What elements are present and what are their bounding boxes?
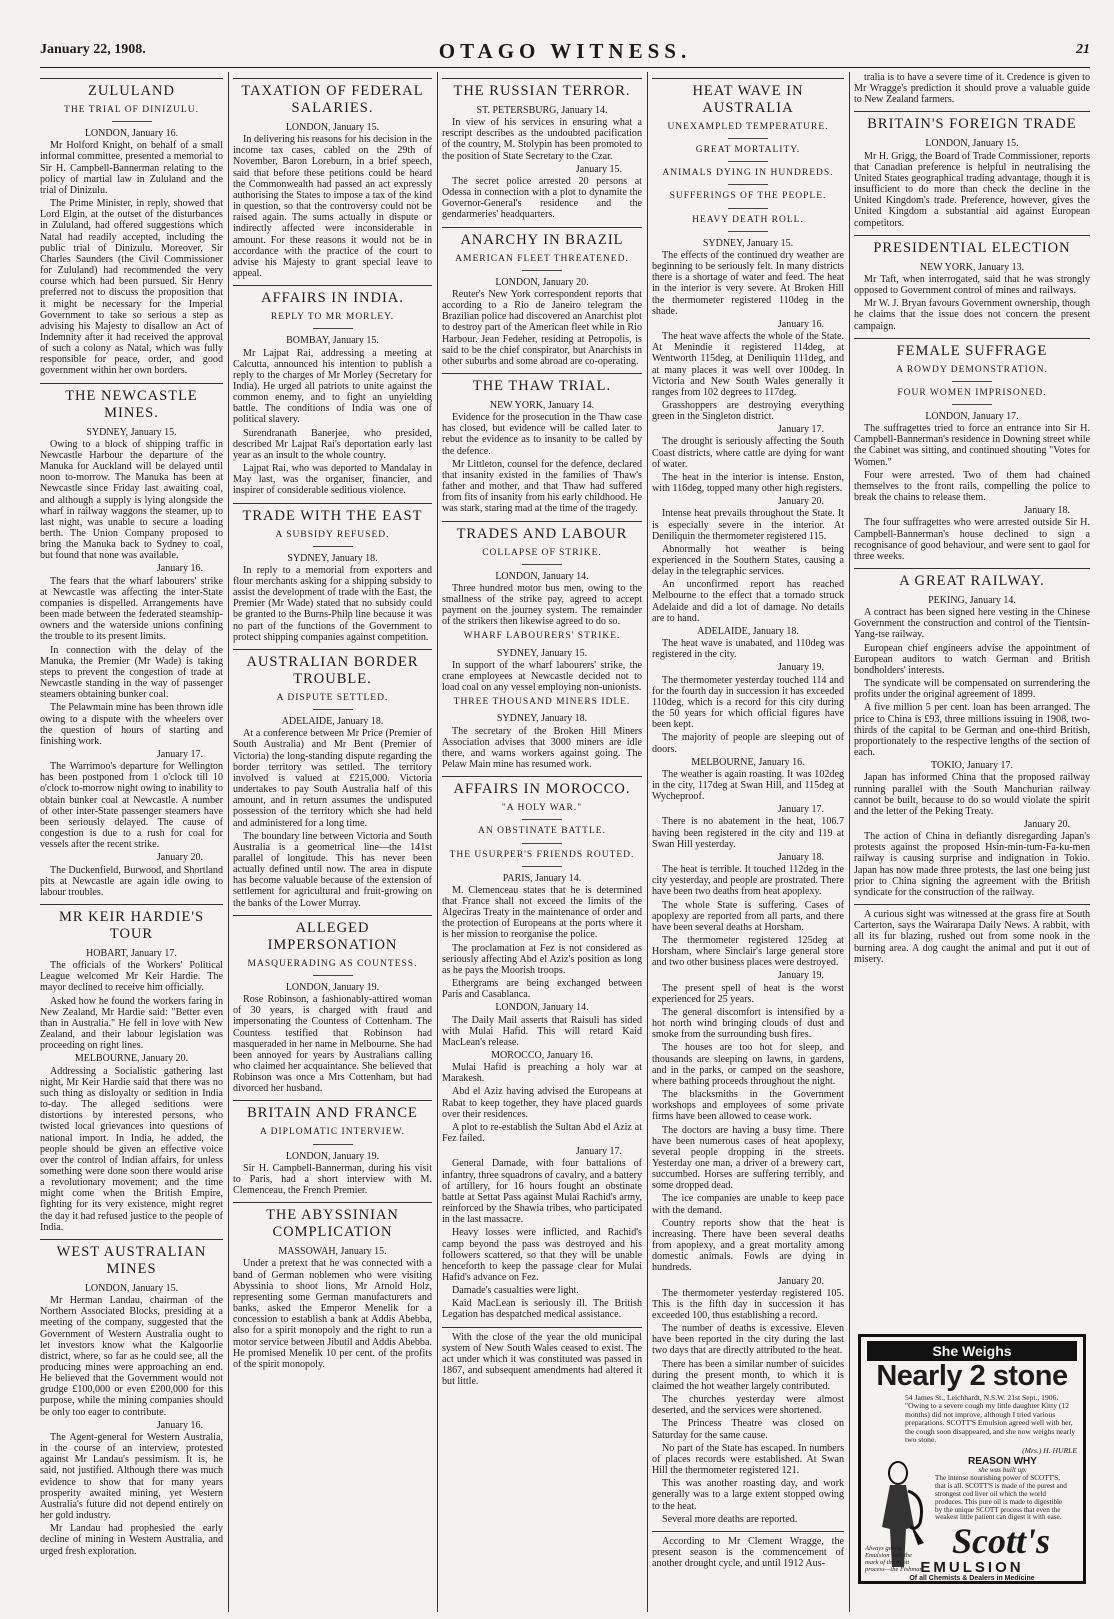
article: [854, 235, 1090, 332]
paragraph: General Damade, with four battalions of infantry, three squadrons of cavalry, and a battery of artillery, for 16 hours fought an obstinate battle at Settat Pass against Mulai Rachid's army, reinforced by the Shawia tribes, who participated in the last massacre.: [442, 1158, 642, 1226]
subheading-rule: [112, 121, 152, 122]
paragraph: In reply to a memorial from exporters and flour merchants asking for a shipping subsidy to assist the development of trade with the East, the Premier (Mr Wade) stated that no subsidy could be granted to the Burns-Philp line because it was no part of the functions of the Government to protect shipping companies against competition.: [233, 564, 432, 643]
paragraph: The heat wave affects the whole of the State. At Menindie it registered 114deg, at Wentworth 115deg, at Deniliquin 111deg, and at many places it was well over 100deg. In Victoria and New South Wales generally it ranges from 102 degrees to 117deg.: [652, 331, 844, 398]
paragraph: At a conference between Mr Price (Premier of South Australia) and Mr Bent (Premier of Victoria) the long-standing dispute regarding the border territory was settled. The territory involved is valued at £215,000. Victoria undertakes to pay South Australia half of this amount, and in return assumes the undisputed possession of the territory which she had held and administered for a long time.: [233, 728, 432, 829]
dateline: LONDON, January 17.: [925, 410, 1019, 422]
subheading-rule: [522, 843, 562, 844]
paragraph: The Prime Minister, in reply, showed that Lord Elgin, at the outset of the disturbances in Zululand, had offered suggestions which Natal had readily accepted, including the public trial of Dinizulu. Moreover, Sir Charles Saunders (the Civil Commissioner for Zululand) had recommended the very course which had been pursued. Sir Henry preferred not to discuss the proposition that it might be necessary for the Imperial Government to take so serious a step as advising his Majesty to disallow an Act of Indemnity after it had received the approval of such a colony as Natal, which was fully responsible for peace, order, and good government within her own borders.: [40, 198, 223, 377]
paragraph: The officials of the Workers' Political League welcomed Mr Keir Hardie. The mayor declined to receive him officially.: [40, 960, 223, 994]
column-3: [442, 72, 642, 1612]
paragraph: The whole State is suffering. Cases of apoplexy are reported from all parts, and there have been several deaths at Horsham.: [652, 899, 844, 933]
paragraph: Four were arrested. Two of them had chained themselves to the front rails, compelling the police to break the chains to release them.: [854, 469, 1090, 504]
paragraph: Under a pretext that he was connected with a band of German noblemen who were visiting Abyssinia to shoot lions, Mr Arnold Holz, representing some German manufacturers and banks, asked the Emperor Menelik for a concession to establish a bank at Addis Abebba, also for a spirit monopoly and the right to run a motor service between Jibutil and Addis Abebba. He promised Menelik 10 per cent. of the profits of the spirit monopoly.: [233, 1258, 432, 1370]
article: [854, 111, 1090, 228]
subheading-rule: [313, 546, 353, 547]
article-headline: ANARCHY IN BRAZIL: [460, 231, 624, 248]
paragraph: The present spell of heat is the worst experienced for 25 years.: [652, 982, 844, 1005]
paragraph: The Duckenfield, Burwood, and Shortland pits at Newcastle are again idle owing to labour troubles.: [40, 864, 223, 898]
subheading-rule: [522, 564, 562, 565]
article-rule: [233, 915, 432, 916]
separator-rule: [652, 1531, 844, 1532]
paragraph: The heat wave is unabated, and 110deg was registered in the city.: [652, 638, 844, 661]
dateline-short: January 18.: [777, 851, 824, 863]
article-headline: PRESIDENTIAL ELECTION: [873, 239, 1071, 256]
article-headline: AUSTRALIAN BORDER TROUBLE.: [246, 653, 419, 687]
article-headline: HEAT WAVE IN AUSTRALIA: [692, 83, 804, 116]
article-headline: TAXATION OF FEDERAL SALARIES.: [241, 83, 424, 116]
paragraph: The thermometer yesterday registered 105. This is the fifth day in succession it has exceeded 100, thus establishing a record.: [652, 1287, 844, 1321]
article-rule: [40, 383, 223, 384]
article-rule: [233, 1100, 432, 1101]
separator-rule: [442, 1327, 642, 1328]
subheading-rule: [728, 208, 768, 209]
paragraph: The churches yesterday were almost deserted, and the services were shortened.: [652, 1394, 844, 1417]
paragraph: Mr Lajpat Rai, addressing a meeting at Calcutta, announced his intention to publish a reply to the charges of Mr Morley (Secretary for India). He urged all patriots to unite against the common enemy, and to fight an unyielding battle. The conditions of India was one of political slavery.: [233, 347, 432, 426]
dateline: PEKING, January 14.: [928, 595, 1016, 606]
dateline-short: January 20.: [156, 852, 203, 864]
paragraph: The number of deaths is excessive. Eleven have been reported in the city during the last two days that are directly attributed to the heat.: [652, 1323, 844, 1357]
paragraph: The weather is again roasting. It was 102deg in the city, 117deg at Swan Hill, and 115deg at Wycheproof.: [652, 768, 844, 803]
article-subheading: A DIPLOMATIC INTERVIEW.: [259, 1127, 406, 1138]
article: [233, 285, 432, 496]
paragraph: This was another roasting day, and work generally was to a large extent stopped owing to the heat.: [652, 1478, 844, 1512]
paragraph: There is no abatement in the heat, 106.7 having been registered in the city and 119 at Swan Hill yesterday.: [652, 816, 844, 850]
paragraph: Mr W. J. Bryan favours Government ownership, though he claims that the issue does not concern the present campaign.: [854, 298, 1090, 332]
column-1: [40, 72, 223, 1612]
paragraph: Owing to a block of shipping traffic in Newcastle Harbour the departure of the Manuka for Auckland will be delayed until noon to-morrow. The Manuka has been at Newcastle since Friday last awaiting coal, and although a supply is lying alongside the wharf in railway waggons the steamer, up to last night, was unable to secure a loading berth. The Union Company proposed to bring the Manuka back to Sydney to coal, but found that none was available.: [40, 438, 223, 562]
dateline-short: January 17.: [777, 424, 824, 436]
dateline: SYDNEY, January 18.: [287, 552, 378, 564]
paragraph: Rose Robinson, a fashionably-attired woman of 30 years, is charged with fraud and impersonating the Countess of Cottenham. The Countess testified that Robinson had masqueraded in her name in Melbourne. She had been annoyed for years by Australians calling who claimed her acquaintance. She believed that Robinson was once a Mrs Cottenham, but had divorced her husband.: [233, 994, 432, 1095]
paragraph: The Agent-general for Western Australia, in the course of an interview, protested against Mr Landau's pessimism. It is, he said, not justified. Although there was much evidence to show that for many years prosperity awaited mining, yet Western Australia's future did not depend entirely on her gold industry.: [40, 1431, 223, 1522]
article: [442, 521, 642, 771]
article: [652, 78, 844, 1569]
dateline: LONDON, January 19.: [285, 981, 380, 993]
dateline: SYDNEY, January 15.: [86, 426, 177, 438]
paragraph: Abd el Aziz having advised the Europeans at Rabat to keep together, they have placed guards over their residences.: [442, 1086, 642, 1120]
paragraph: Ethergrams are being exchanged between Paris and Casablanca.: [442, 978, 642, 1001]
column-rule: [228, 72, 229, 1612]
paragraph: The ice companies are unable to keep pace with the demand.: [652, 1193, 844, 1216]
article-subheading: A ROWDY DEMONSTRATION.: [896, 364, 1048, 375]
paragraph: According to Mr Clement Wragge, the present season is the commencement of another drought cycle, and until 1912 Aus-: [652, 1535, 844, 1570]
subheading-rule: [952, 404, 992, 405]
article-headline: THE ABYSSINIAN COMPLICATION: [266, 1207, 399, 1241]
dateline-short: January 20.: [777, 1275, 824, 1287]
article-headline: AFFAIRS IN INDIA.: [261, 290, 404, 307]
dateline: MOROCCO, January 16.: [491, 1050, 593, 1061]
paragraph: The doctors are having a busy time. There have been numerous cases of heat apoplexy, several people dropping in the streets. Yesterday one man, a driver of a brewery cart, succumbed. Horses are suffering terribly, and some dropped dead.: [652, 1124, 844, 1192]
article-headline: BRITAIN'S FOREIGN TRADE: [867, 116, 1077, 133]
section-subheading: THREE THOUSAND MINERS IDLE.: [453, 697, 631, 708]
dateline: NEW YORK, January 13.: [919, 261, 1025, 273]
article-headline: THE RUSSIAN TERROR.: [453, 83, 631, 99]
article-rule: [442, 776, 642, 777]
paragraph: The fears that the wharf labourers' strike at Newcastle was affecting the inter-State companies is dispelled. Arrangements have been made between the federated steamship-owners and the waterside unions confining the trouble to its present limits.: [40, 575, 223, 643]
dateline-short: January 17.: [156, 748, 203, 760]
paragraph: Intense heat prevails throughout the State. It is especially severe in the interior. At Deniliquin the thermometer registered 115.: [652, 508, 844, 542]
subheading-rule: [952, 381, 992, 382]
article-rule: [854, 338, 1090, 339]
dateline-short: January 19.: [777, 970, 824, 982]
paragraph: In view of his services in ensuring what a rescript describes as the undoubted pacification of the country, M. Stolypin has been promoted to the position of State Secretary to the Czar.: [442, 117, 642, 162]
article-subheading: UNEXAMPLED TEMPERATURE.: [667, 122, 829, 132]
dateline: PARIS, January 14.: [502, 872, 582, 884]
separator-rule: [854, 904, 1090, 905]
article-rule: [442, 78, 642, 79]
advert-headline: Nearly 2 stone: [876, 1360, 1068, 1392]
article-rule: [40, 904, 223, 905]
subheading-rule: [728, 138, 768, 139]
article: [40, 1239, 223, 1557]
advert-reason-subheading: she was built up.: [978, 1466, 1027, 1474]
paragraph: Three hundred motor bus men, owing to the smallness of the strike pay, agreed to accept payment on the journey system. The remainder of the strikers then likewise agreed to do so.: [442, 582, 642, 628]
paragraph: The heat is terrible. It touched 112deg in the city yesterday, and people are prostrated. There have been two deaths from heat apoplexy.: [652, 864, 844, 898]
paragraph: The houses are too hot for sleep, and thousands are sleeping on lawns, in gardens, and in the parks, or camped on the seashore, where bathing proceeds throughout the night.: [652, 1042, 844, 1087]
article-subheading: AMERICAN FLEET THREATENED.: [455, 253, 629, 264]
subheading-rule: [728, 231, 768, 232]
paragraph: tralia is to have a severe time of it. Credence is given to Mr Wragge's prediction it should prove a valuable guide to New Zealand farmers.: [854, 72, 1090, 106]
article-subheading: THE TRIAL OF DINIZULU.: [64, 105, 199, 115]
article: [233, 503, 432, 643]
paragraph: The boundary line between Victoria and South Australia is a geometrical line—the 141st parallel of longitude. This has never been actually defined until now. The area in dispute has become valuable because of the extension of settlement for agricultural and fruit-growing on the banks of the Lower Murray.: [233, 830, 432, 909]
paragraph: The four suffragettes who were arrested outside Sir H. Campbell-Bannerman's house declined to sign a recognisance of good behaviour, and were sent to gaol for three weeks.: [854, 517, 1090, 562]
paragraph: Evidence for the prosecution in the Thaw case has closed, but evidence will be called later to rebut the evidence as to insanity to be called by the defence.: [442, 412, 642, 457]
dateline-short: January 16.: [156, 563, 203, 575]
paragraph: Kaid MacLean is seriously ill. The British Legation has despatched medical assistance.: [442, 1298, 642, 1321]
dateline-short: January 16.: [777, 318, 824, 330]
paragraph: The thermometer yesterday touched 114 and for the fourth day in succession it has exceeded 110deg, which is a record for this city during the 50 years for which official figures have been kept.: [652, 674, 844, 731]
advert-signature: (Mrs.) H. HURLE: [1022, 1446, 1077, 1456]
article-rule: [233, 649, 432, 650]
paragraph: The Pelawmain mine has been thrown idle owing to a dispute with the wheelers over the question of hours of starting and finishing work.: [40, 702, 223, 747]
issue-date: January 22, 1908.: [40, 42, 146, 57]
paragraph: Asked how he found the workers faring in New Zealand, Mr Hardie said: "Better even than in Australia." He fell in love with New Zealand, and their labour legislation was proceeding on right lines.: [40, 995, 223, 1052]
dateline: HOBART, January 17.: [86, 948, 177, 959]
dateline-short: January 20.: [777, 496, 824, 508]
paragraph: Lajpat Rai, who was deported to Mandalay in May last, was the organiser, financier, and inspirer of considerable seditious violence.: [233, 463, 432, 497]
dateline-short: January 18.: [1023, 505, 1070, 517]
dateline-short: January 20.: [1023, 818, 1070, 830]
dateline: MELBOURNE, January 16.: [691, 756, 805, 768]
article: [442, 373, 642, 515]
advert-tagline: Always get the Emulsion with the mark of the Scott process—the Fishman.: [865, 1545, 925, 1573]
dateline: SYDNEY, January 18.: [496, 713, 588, 725]
subheading-rule: [313, 975, 353, 976]
article-headline: TRADE WITH THE EAST: [242, 507, 423, 524]
article-headline: THE THAW TRIAL.: [472, 377, 612, 394]
advert-testimonial: 54 James St., Leichhardt, N.S.W. 21st Sept., 1906. "Owing to a severe cough my little daughter Kitty (12 months) did not improve, although I tried various preparations. SCOTT'S Emulsion agreed well with her, the cough soon disappeared, and she now weighs nearly two stone.: [905, 1393, 1076, 1445]
dateline: LONDON, January 19.: [285, 1150, 380, 1162]
dateline: LONDON, January 14.: [495, 1002, 589, 1014]
dateline: SYDNEY, January 15.: [702, 237, 794, 249]
article-headline: ALLEGED IMPERSONATION: [267, 919, 398, 953]
paragraph: There has been a similar number of suicides during the present month, to which it is claimed the hot weather largely contributed.: [652, 1358, 844, 1392]
article-headline: MR KEIR HARDIE'S TOUR: [58, 909, 205, 942]
dateline: LONDON, January 15.: [84, 1282, 179, 1294]
article: [233, 649, 432, 909]
paragraph: The syndicate will be compensated on surrendering the profits under the original agreement of 1899.: [854, 678, 1090, 701]
paragraph: The thermometer registered 125deg at Horsham, where Sinclair's large general store and two other business places were destroyed.: [652, 935, 844, 969]
article-headline: WEST AUSTRALIAN MINES: [56, 1243, 207, 1277]
paragraph: Mr Littleton, counsel for the defence, declared that insanity existed in the families of Thaw's father and mother, and that Thaw had suffered from fits of insanity from his early childhood. He was stark, staring mad at the time of the tragedy.: [442, 458, 642, 515]
subheading-rule: [522, 819, 562, 820]
dateline: LONDON, January 16.: [84, 128, 179, 140]
paragraph: The action of China in defiantly disregarding Japan's protests against the proposed Hsin-min-tum-Fa-ku-men railway is causing surprise and indignation in Tokio. Japan has now made three protests, the last one being just prior to China signing the agreement with the British syndicate for the construction of the railway.: [854, 831, 1090, 898]
paragraph: Heavy losses were inflicted, and Rachid's camp beyond the pass was destroyed and his followers scattered, so that they will be unable henceforth to keep the passage clear for Mulai Hafid's advance on Fez.: [442, 1227, 642, 1283]
advert-reason-text: The intense nourishing power of SCOTT'S, that is all. SCOTT'S is made of the purest and strongest cod liver oil which the world produces. This pure oil is made to digestible by the unique SCOTT process that even the weakest little patient can digest it with ease.: [935, 1473, 1067, 1522]
subheading-rule: [728, 161, 768, 162]
paragraph: Abnormally hot weather is being experienced in the Southern States, causing a delay in the telegraphic services.: [652, 543, 844, 578]
paragraph: Mr Herman Landau, chairman of the Northern Associated Blocks, presiding at a meeting of the company, suggested that the Government of Western Australia ought to let investors know what the Kalgoorlie district, where, so far as he could see, all the producing mines were approaching an end. He believed that the Government would not grudge £100,000 or even £200,000 for this purpose, while the mining companies should be only too eager to contribute.: [40, 1295, 223, 1418]
article-rule: [442, 227, 642, 228]
dateline-short: January 16.: [156, 1419, 203, 1431]
paragraph: In connection with the delay of the Manuka, the Premier (Mr Wade) is taking steps to prevent the congestion of trade at Newcastle standing in the way of passenger steamers obtaining bunker coal.: [40, 644, 223, 701]
paragraph: Grasshoppers are destroying everything green in the Singleton district.: [652, 399, 844, 423]
paragraph: The secret police arrested 20 persons at Odessa in connection with a plot to dynamite the Governor-General's residence and the gendarmeries' headquarters.: [442, 175, 642, 221]
paragraph: A curious sight was witnessed at the grass fire at South Carterton, says the Wairarapa Daily News. A rabbit, with all its fur blazing, rushed out from some nook in the burning area. A dog caught the animal and put it out of misery.: [854, 909, 1090, 965]
paragraph: The Princess Theatre was closed on Saturday for the same cause.: [652, 1418, 844, 1441]
advert-top-line: She Weighs: [867, 1341, 1077, 1361]
column-4: [652, 72, 844, 1612]
article-subheading: GREAT MORTALITY.: [695, 145, 801, 156]
article-subheading: REPLY TO MR MORLEY.: [270, 312, 395, 323]
paragraph: In support of the wharf labourers' strike, the crane employees at Newcastle decided not to load coal on any vessel employing non-unionists.: [442, 659, 642, 694]
paragraph: Mr H. Grigg, the Board of Trade Commissioner, reports that Canadian preference is helpful in neutralising the United States geographical trading advantage, though it is insufficient to do more than check the decline in the United Kingdom's trade. Preference, however, gives the United Kingdom a substantial aid against European competitors.: [854, 150, 1090, 229]
article: [233, 1202, 432, 1370]
paragraph: Addressing a Socialistic gathering last night, Mr Keir Hardie said that there was no such thing as disloyalty or sedition in India to-day. The alleged seditions were distortions by interested persons, who twisted local grievances into questions of national import. In India, he added, the people should be given an effective voice over the control of Indian affairs, for unless something were done soon there would arise a revolutionary movement; and the time might come when the British Empire, fighting for its very existence, might regret the day it had refused justice to the people of India.: [40, 1065, 223, 1233]
paragraph: The suffragettes tried to force an entrance into Sir H. Campbell-Bannerman's residence in Downing street while the Cabinet was sitting, and continued shouting "Votes for Women.": [854, 423, 1090, 468]
article-rule: [40, 78, 223, 79]
paragraph: An unconfirmed report has reached Melbourne to the effect that a tornado struck Adelaide and did a lot of damage. No details are to hand.: [652, 579, 844, 624]
article: [854, 338, 1090, 562]
paragraph: No part of the State has escaped. In numbers of places records were established. At Swan Hill the thermometer registered 121.: [652, 1442, 844, 1477]
article-headline: A GREAT RAILWAY.: [899, 573, 1045, 589]
article: [40, 904, 223, 1233]
paragraph: With the close of the year the old municipal system of New South Wales ceased to exist. The act under which it was constituted was passed in 1867, and subsequent amendments had altered it but little.: [442, 1331, 642, 1388]
article: [854, 568, 1090, 965]
subheading-rule: [313, 328, 353, 329]
article-subheading: ANIMALS DYING IN HUNDREDS.: [662, 168, 834, 179]
dateline: MASSOWAH, January 15.: [278, 1246, 387, 1258]
article-rule: [233, 285, 432, 286]
paragraph: Country reports show that the heat is increasing. There have been several deaths from apoplexy, and a great mortality among domestic animals. Fowls are dying in hundreds.: [652, 1217, 844, 1274]
dateline: LONDON, January 15.: [925, 138, 1019, 150]
advert-box: [858, 1334, 1086, 1584]
article-headline: TRADES AND LABOUR: [456, 525, 628, 542]
article-rule: [233, 503, 432, 504]
dateline: BOMBAY, January 15.: [286, 335, 379, 347]
paragraph: Several more deaths are reported.: [662, 1513, 798, 1525]
article: [442, 78, 642, 221]
article-headline: THE NEWCASTLE MINES.: [65, 387, 198, 421]
paragraph: The effects of the continued dry weather are beginning to be seriously felt. In many districts there is a shortage of water and feed. The heat in the interior is very severe. At Broken Hill the thermometer registered 110deg in the shade.: [652, 249, 844, 317]
dateline: LONDON, January 15.: [285, 122, 380, 133]
dateline-short: January 17.: [777, 804, 824, 816]
article-headline: ZULULAND: [88, 83, 175, 99]
paragraph: A contract has been signed here vesting in the Chinese Government the construction and control of the Tientsin-Yang-tse railway.: [854, 607, 1090, 641]
subheading-rule: [728, 184, 768, 185]
dateline: ADELAIDE, January 18.: [281, 716, 384, 728]
article: [40, 78, 223, 377]
article-subheading: COLLAPSE OF STRIKE.: [482, 547, 602, 558]
paragraph: A five million 5 per cent. loan has been arranged. The price to China is £93, three millions issuing in 1908, two-thirds of the capital to be German and one-third British, proportionately to the respective lengths of the section of each.: [854, 702, 1090, 759]
advert-reason-heading: REASON WHY: [968, 1456, 1037, 1467]
dateline: ADELAIDE, January 18.: [697, 625, 799, 637]
subheading-rule: [313, 709, 353, 710]
paragraph: Sir H. Campbell-Bannerman, during his visit to Paris, had a short interview with M. Clemenceau, the French Premier.: [233, 1162, 432, 1197]
scotts-emulsion-advert: [856, 1330, 1088, 1584]
column-2: [233, 72, 432, 1612]
article-subheading: FOUR WOMEN IMPRISONED.: [897, 387, 1047, 398]
article-rule: [854, 111, 1090, 112]
article-subheading: "A HOLY WAR.": [501, 803, 583, 814]
subheading-rule: [522, 866, 562, 867]
paragraph: Damade's casualties were light.: [452, 1285, 579, 1297]
advert-brand: Scott's: [951, 1521, 1050, 1561]
article-rule: [233, 78, 432, 79]
article: [442, 776, 642, 1387]
article: [40, 383, 223, 898]
article-subheading: SUFFERINGS OF THE PEOPLE.: [669, 191, 827, 202]
article: [233, 78, 432, 279]
article-headline: BRITAIN AND FRANCE: [247, 1105, 418, 1122]
paragraph: The drought is seriously affecting the South Coast districts, where cattle are dying for want of water.: [652, 436, 844, 470]
dateline: LONDON, January 20.: [495, 276, 589, 288]
advert-footer: Of all Chemists & Dealers in Medicine: [909, 1575, 1035, 1582]
article-rule: [233, 1202, 432, 1203]
newspaper-title: OTAGO WITNESS.: [438, 39, 692, 63]
column-rule: [849, 72, 850, 1612]
advert-product: EMULSION: [920, 1559, 1024, 1576]
paragraph: The blacksmiths in the Government workshops and employees of some private firms have been allowed to cease work.: [652, 1089, 844, 1123]
dateline: TOKIO, January 17.: [930, 760, 1014, 772]
article: [442, 227, 642, 367]
article-subheading: MASQUERADING AS COUNTESS.: [247, 958, 418, 969]
subheading-rule: [522, 270, 562, 271]
article-subheading: A SUBSIDY REFUSED.: [275, 529, 390, 540]
column-rule: [437, 72, 438, 1612]
column-rule: [647, 72, 648, 1612]
paragraph: Reuter's New York correspondent reports that according to a Rio de Janeiro telegram the Brazilian police had discovered an Anarchist plot to destroy part of the American fleet while in Rio Harbour. Jean Fedeher, residing at Petropolis, is said to be the chief conspirator, but Anarchists in other suburbs and some abroad are co-operating.: [442, 288, 642, 367]
paragraph: Mr Taft, when interrogated, said that he was strongly opposed to Government control of mines and railways.: [854, 273, 1090, 297]
paragraph: The majority of people are sleeping out of doors.: [652, 732, 844, 755]
paragraph: Mulai Hafid is preaching a holy war at Marakesh.: [442, 1062, 642, 1085]
subheading-rule: [313, 1144, 353, 1145]
article: [233, 915, 432, 1095]
article-subheading: A DISPUTE SETTLED.: [276, 692, 389, 703]
article-headline: FEMALE SUFFRAGE: [896, 342, 1048, 359]
article-rule: [40, 1239, 223, 1240]
paragraph: Mr Landau had prophesied the early decline of mining in Western Australia, and urged fresh exploration.: [40, 1523, 223, 1557]
article-headline: AFFAIRS IN MOROCCO.: [453, 781, 631, 798]
paragraph: The secretary of the Broken Hill Miners Association advises that 3000 miners are idle there, and warns workers against going. The Pelaw Main mine has resumed work.: [442, 725, 642, 771]
article: [233, 1100, 432, 1196]
article-rule: [854, 235, 1090, 236]
paragraph: The proclamation at Fez is not considered as seriously affecting Abd el Aziz's position as long as he pays the Moorish troops.: [442, 942, 642, 976]
page-number: 21: [1076, 42, 1090, 57]
paragraph: The heat in the interior is intense. Enston, with 116deg, topped many other high registers.: [652, 471, 844, 495]
paragraph: European chief engineers advise the appointment of European auditors to watch German and British bondholders' interests.: [854, 642, 1090, 676]
article-rule: [854, 568, 1090, 569]
section-subheading: WHARF LABOURERS' STRIKE.: [463, 631, 621, 642]
article-subheading: HEAVY DEATH ROLL.: [692, 214, 804, 225]
paragraph: The general discomfort is intensified by a hot north wind bringing clouds of dust and smoke from the surrounding bush fires.: [652, 1006, 844, 1041]
paragraph: In delivering his reasons for his decision in the income tax cases, cabled on the 29th of November, Baron Loreburn, in a brief speech, said that before these petitions could be heard the Commonwealth had passed an act expressly authorising the States to impose a tax of the kind in question, so that the controversy could not be raised again. The sums actually in dispute or indirectly affected were inconsiderable in amount. For these reasons it would not be in accordance with the practice of the court to advise his Majesty to grant special leave to appeal.: [233, 134, 432, 280]
paragraph: Mr Holford Knight, on behalf of a small informal committee, presented a memorial to Sir H. Campbell-Bannerman relating to the policy of martial law in Zululand and the trial of Dinizulu.: [40, 140, 223, 196]
advert-reason-block: [935, 1456, 1070, 1522]
dateline-short: January 17.: [575, 1146, 622, 1158]
paragraph: The Warrimoo's departure for Wellington has been postponed from 1 o'clock till 10 o'clock to-morrow night owing to inability to obtain bunker coal at Newcastle. A number of other inter-State passenger steamers have been seriously delayed. The cause of congestion is due to a rush for coal for vessels after the recent strike.: [40, 761, 223, 851]
article-rule: [442, 373, 642, 374]
dateline: LONDON, January 14.: [495, 570, 589, 582]
dateline-short: January 19.: [777, 662, 824, 674]
paragraph: Surendranath Banerjee, who presided, described Mr Lajpat Rai's deportation early last year as an insult to the whole country.: [233, 427, 432, 461]
paragraph: Japan has informed China that the proposed railway running parallel with the South Manchurian railway cannot be built, because to do so would violate the spirit and the letter of the Peking Treaty.: [854, 772, 1090, 817]
article-rule: [652, 78, 844, 79]
masthead: [40, 39, 1090, 68]
dateline-short: January 15.: [575, 163, 622, 175]
paragraph: The Daily Mail asserts that Raisuli has sided with Mulai Hafid. This will retard Kaid MacLean's release.: [442, 1014, 642, 1048]
dateline: MELBOURNE, January 20.: [74, 1053, 189, 1065]
paragraph: M. Clemenceau states that he is determined that France shall not exceed the limits of the Algeciras Treaty in the maintenance of order and the protection of Europeans at the ports where it is her mission to reorganise the police.: [442, 884, 642, 941]
dateline: NEW YORK, January 14.: [489, 399, 595, 411]
article-subheading: AN OBSTINATE BATTLE.: [478, 826, 606, 837]
article-subheading: THE USURPER'S FRIENDS ROUTED.: [449, 849, 635, 860]
dateline: ST. PETERSBURG, January 14.: [476, 105, 608, 116]
dateline: SYDNEY, January 15.: [496, 647, 588, 659]
article: [854, 72, 1090, 105]
paragraph: A plot to re-establish the Sultan Abd el Aziz at Fez failed.: [442, 1121, 642, 1145]
article-rule: [442, 521, 642, 522]
